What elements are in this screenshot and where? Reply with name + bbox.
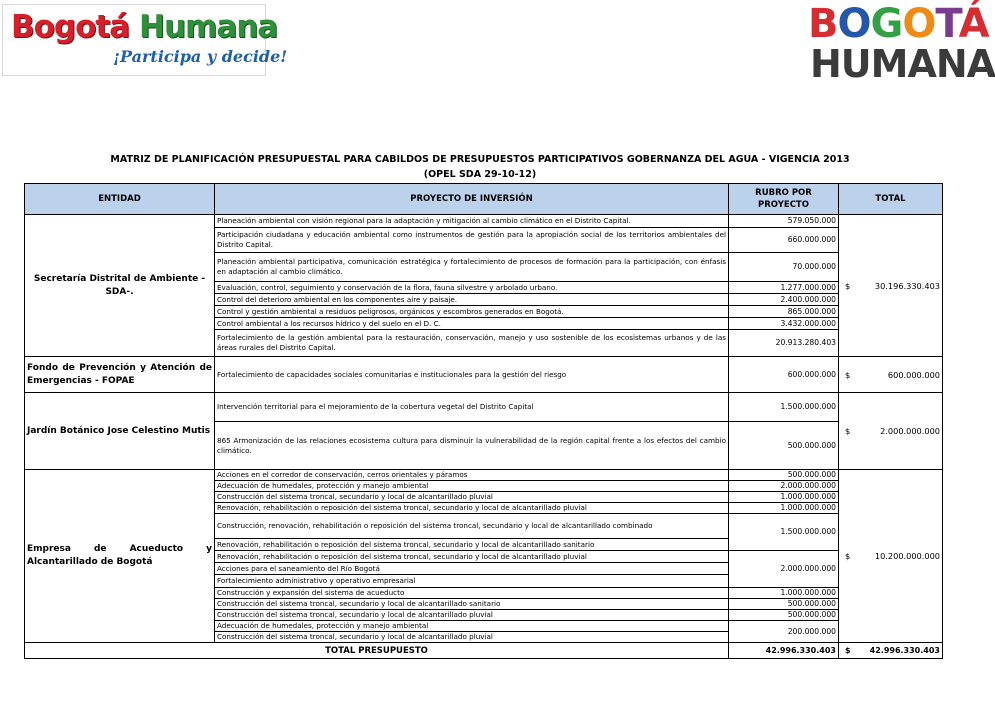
document-title-line2: (OPEL SDA 29-10-12)	[423, 169, 537, 180]
rubro-cell: 2.400.000.000	[729, 294, 839, 306]
rubro-cell: 1.000.000.000	[729, 588, 839, 599]
rubro-cell: 600.000.000	[729, 357, 839, 393]
table-row	[25, 357, 943, 393]
currency-symbol: $	[845, 551, 851, 561]
total-cell-jardin-botanico	[839, 393, 943, 470]
project-cell: Renovación, rehabilitación o reposición del sistema troncal, secundario y local de alcantarillado pluvial	[215, 503, 729, 514]
table-header-row	[25, 184, 943, 215]
logo-right-line2: HUMANA	[810, 42, 995, 86]
total-row	[25, 643, 943, 659]
logo-tagline: ¡Participa y decide!	[113, 47, 288, 66]
rubro-cell: 3.432.000.000	[729, 318, 839, 330]
rubro-cell: 1.000.000.000	[729, 503, 839, 514]
header-proyecto: PROYECTO DE INVERSIÓN	[215, 184, 729, 215]
rubro-cell: 865.000.000	[729, 306, 839, 318]
project-cell: Evaluación, control, seguimiento y conservación de la flora, fauna silvestre y arbolado urbano.	[215, 282, 729, 294]
total-amount: 30.196.330.403	[874, 280, 940, 291]
project-cell: Construcción del sistema troncal, secundario y local de alcantarillado sanitario	[215, 599, 729, 610]
header-total: TOTAL	[839, 184, 943, 215]
total-amount: 600.000.000	[887, 369, 940, 380]
currency-symbol: $	[845, 426, 851, 436]
logo-letter: T	[935, 1, 959, 47]
budget-matrix-table	[24, 183, 943, 659]
table-row	[25, 215, 943, 228]
entity-cell-acueducto: Empresa de Acueducto y Alcantarillado de Bogotá	[25, 470, 215, 643]
project-cell: Planeación ambiental participativa, comunicación estratégica y fortalecimiento de procesos de formación para la participación, con énfasis en adaptación al cambio climático.	[215, 253, 729, 282]
total-amount: 10.200.000.000	[874, 551, 940, 561]
logo-word-bogota: Bogotá	[11, 9, 130, 45]
total-amount: 2.000.000.000	[880, 426, 940, 436]
logo-letter: O	[837, 1, 871, 47]
entity-cell-sda: Secretaría Distrital de Ambiente - SDA-.	[25, 215, 215, 357]
rubro-cell: 1.500.000.000	[729, 514, 839, 551]
document-title-line1: MATRIZ DE PLANIFICACIÓN PRESUPUESTAL PARA CABILDOS DE PRESUPUESTOS PARTICIPATIVOS GOBERNANZA DEL AGUA - VIGENCIA 2013	[110, 154, 850, 165]
project-cell: Intervención territorial para el mejoramiento de la cobertura vegetal del Distrito Capital	[215, 393, 729, 422]
bogota-humana-participa-logo	[2, 4, 288, 76]
rubro-cell: 500.000.000	[729, 599, 839, 610]
rubro-cell: 1.500.000.000	[729, 393, 839, 422]
table-row	[25, 393, 943, 422]
total-cell-fopae	[839, 357, 943, 393]
rubro-cell: 200.000.000	[729, 621, 839, 643]
project-cell: Fortalecimiento de la gestión ambiental para la restauración, conservación, manejo y uso sostenible de los ecosistemas urbanos y de las áreas rurales del Distrito Capital.	[215, 330, 729, 357]
project-cell: Construcción del sistema troncal, secundario y local de alcantarillado pluvial	[215, 632, 729, 643]
rubro-cell: 2.000.000.000	[729, 551, 839, 588]
project-cell: Planeación ambiental con visión regional para la adaptación y mitigación al cambio climático en el Distrito Capital.	[215, 215, 729, 228]
total-cell-sda	[839, 215, 943, 357]
rubro-cell: 70.000.000	[729, 253, 839, 282]
rubro-cell: 500.000.000	[729, 610, 839, 621]
currency-symbol: $	[845, 645, 851, 655]
currency-symbol: $	[845, 280, 851, 291]
rubro-cell: 500.000.000	[729, 422, 839, 470]
project-cell: Control del deterioro ambiental en los componentes aire y paisaje.	[215, 294, 729, 306]
currency-symbol: $	[845, 369, 851, 380]
project-cell: Construcción del sistema troncal, secundario y local de alcantarillado pluvial	[215, 492, 729, 503]
bogota-humana-logo	[808, 1, 995, 86]
entity-cell-jardin-botanico: Jardín Botánico Jose Celestino Mutis	[25, 393, 215, 470]
total-rubro-value: 42.996.330.403	[729, 643, 839, 659]
header-entidad: ENTIDAD	[25, 184, 215, 215]
logo-word-humana: Humana	[139, 9, 278, 45]
total-presupuesto-label: TOTAL PRESUPUESTO	[25, 643, 729, 659]
project-cell: Acciones en el corredor de conservación, cerros orientales y páramos	[215, 470, 729, 481]
logo-letter: O	[902, 1, 936, 47]
header-rubro: RUBRO POR PROYECTO	[729, 184, 839, 215]
rubro-cell: 1.277.000.000	[729, 282, 839, 294]
logo-right-line1	[808, 2, 989, 46]
project-cell: Fortalecimiento de capacidades sociales comunitarias e institucionales para la gestión del riesgo	[215, 357, 729, 393]
rubro-cell: 500.000.000	[729, 470, 839, 481]
project-cell: Control y gestión ambiental a residuos peligrosos, orgánicos y escombros generados en Bogotá.	[215, 306, 729, 318]
project-cell: Renovación, rehabilitación o reposición del sistema troncal, secundario y local de alcantarillado sanitario	[215, 539, 729, 551]
project-cell: Acciones para el saneamiento del Río Bogotá	[215, 563, 729, 575]
table-row	[25, 470, 943, 481]
project-cell: Adecuación de humedales, protección y manejo ambiental	[215, 481, 729, 492]
project-cell: Fortalecimiento administrativo y operativo empresarial	[215, 575, 729, 588]
project-cell: Control ambiental a los recursos hídrico y del suelo en el D. C.	[215, 318, 729, 330]
grand-total-cell	[839, 643, 943, 659]
project-cell: Construcción del sistema troncal, secundario y local de alcantarillado pluvial	[215, 610, 729, 621]
project-cell: Adecuación de humedales, protección y manejo ambiental	[215, 621, 729, 632]
project-cell: Renovación, rehabilitación o reposición del sistema troncal, secundario y local de alcantarillado pluvial	[215, 551, 729, 563]
rubro-cell: 1.000.000.000	[729, 492, 839, 503]
document-title	[20, 152, 940, 182]
rubro-cell: 2.000.000.000	[729, 481, 839, 492]
rubro-cell: 579.050.000	[729, 215, 839, 228]
logo-letter: G	[870, 1, 903, 47]
project-cell: Construcción y expansión del sistema de acueducto	[215, 588, 729, 599]
entity-cell-fopae: Fondo de Prevención y Atención de Emergencias - FOPAE	[25, 357, 215, 393]
rubro-cell: 20.913.280.403	[729, 330, 839, 357]
grand-total-amount: 42.996.330.403	[869, 645, 940, 655]
logo-letter: B	[808, 1, 838, 47]
logo-letter: Á	[958, 1, 989, 47]
total-cell-acueducto	[839, 470, 943, 643]
project-cell: 865 Armonización de las relaciones ecosistema cultura para disminuir la vulnerabilidad de la región capital frente a los efectos del cambio climático.	[215, 422, 729, 470]
rubro-cell: 660.000.000	[729, 228, 839, 253]
project-cell: Construcción, renovación, rehabilitación o reposición del sistema troncal, secundario y local de alcantarillado combinado	[215, 514, 729, 539]
project-cell: Participación ciudadana y educación ambiental como instrumentos de gestión para la apropiación social de los territorios ambientales del Distrito Capital.	[215, 228, 729, 253]
